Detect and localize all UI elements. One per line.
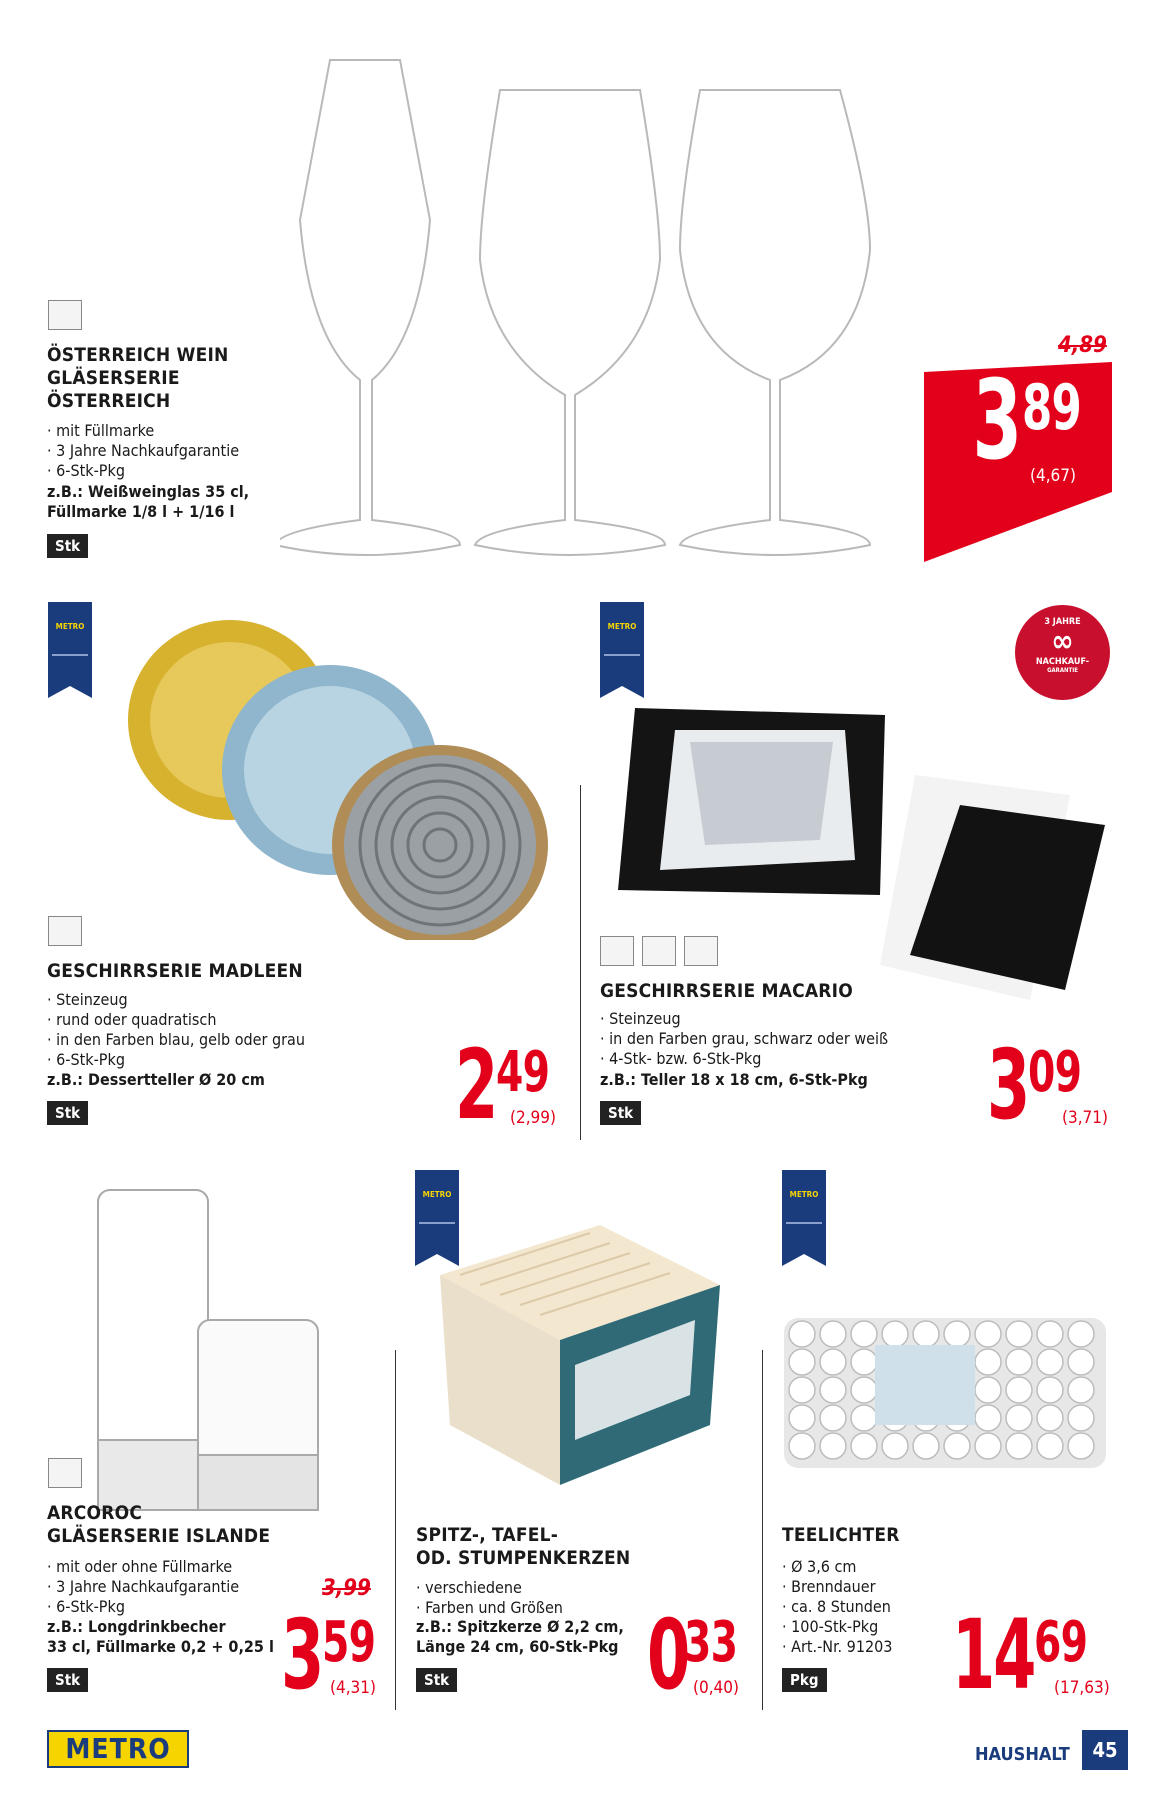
divider <box>395 1350 396 1710</box>
product-title <box>47 344 347 413</box>
price-euro: 14 <box>951 1599 1034 1711</box>
tealight <box>851 1433 877 1459</box>
tealight <box>851 1377 877 1403</box>
unit-label <box>47 1101 88 1125</box>
price-cent-wrap <box>1034 1610 1102 1675</box>
metro-tag-text: METRO <box>607 622 637 631</box>
guarantee-line: 3 JAHRE <box>1044 617 1081 627</box>
metro-tag-text: METRO <box>55 622 85 631</box>
guarantee-badge <box>1015 605 1110 700</box>
tealight <box>1068 1321 1094 1347</box>
price-cent: 09 <box>1028 1040 1082 1105</box>
price-euro-wrap <box>900 1599 1034 1711</box>
price-euro: 3 <box>986 1029 1028 1141</box>
madleen-plates-image <box>120 610 570 940</box>
tealight <box>789 1321 815 1347</box>
tealight <box>820 1377 846 1403</box>
tealight <box>1006 1321 1032 1347</box>
feature-item: · Farben und Größen <box>416 1598 716 1618</box>
product-title <box>47 1502 347 1548</box>
guarantee-line: NACHKAUF- <box>1035 657 1090 667</box>
price-euro-wrap <box>622 1599 688 1711</box>
tealight <box>882 1433 908 1459</box>
tealight <box>1037 1377 1063 1403</box>
example-line: 33 cl, Füllmarke 0,2 + 0,25 l <box>47 1637 274 1656</box>
metro-professional-tag <box>782 1170 826 1254</box>
tealight <box>913 1321 939 1347</box>
tealight <box>975 1433 1001 1459</box>
arcoroc-glasses-image <box>90 1180 330 1520</box>
price-euro: 3 <box>972 356 1020 484</box>
feature-item: · in den Farben blau, gelb oder grau <box>47 1030 447 1050</box>
tealight <box>975 1349 1001 1375</box>
tealight <box>820 1349 846 1375</box>
title-line: TEELICHTER <box>782 1524 900 1546</box>
tealight <box>975 1321 1001 1347</box>
feature-item: · 6-Stk-Pkg <box>47 461 347 481</box>
feature-item: · mit oder ohne Füllmarke <box>47 1557 347 1577</box>
tealight <box>1068 1349 1094 1375</box>
example-line: z.B.: Weißweinglas 35 cl, <box>47 482 250 501</box>
unit-label <box>47 1668 88 1692</box>
title-line: GLÄSERSERIE <box>47 367 180 389</box>
title-line: ARCOROC <box>47 1502 143 1524</box>
tealight <box>789 1433 815 1459</box>
feature-item: · 4-Stk- bzw. 6-Stk-Pkg <box>600 1049 1020 1069</box>
title-line: GESCHIRRSERIE MADLEEN <box>47 960 303 982</box>
tealight <box>1006 1405 1032 1431</box>
feature-item: · rund oder quadratisch <box>47 1010 447 1030</box>
title-line: GESCHIRRSERIE MACARIO <box>600 980 853 1002</box>
price-cent: 33 <box>684 1610 738 1675</box>
unit-label <box>416 1668 457 1692</box>
tealight <box>820 1405 846 1431</box>
feature-item: · 6-Stk-Pkg <box>47 1597 347 1617</box>
product-features <box>47 990 447 1070</box>
tealight <box>1068 1405 1094 1431</box>
price-cent-wrap <box>322 1610 390 1675</box>
price-euro-wrap <box>940 356 1020 484</box>
product-title <box>600 980 1020 1003</box>
feature-item: · ca. 8 Stunden <box>782 1597 1002 1617</box>
title-line: GLÄSERSERIE ISLANDE <box>47 1525 271 1547</box>
unit-label <box>47 534 88 558</box>
care-icons <box>600 936 718 966</box>
title-line: OD. STUMPENKERZEN <box>416 1547 631 1569</box>
metro-professional-tag <box>48 602 92 686</box>
tealight <box>789 1349 815 1375</box>
price-euro: 2 <box>454 1029 496 1141</box>
feature-item: · Art.-Nr. 91203 <box>782 1637 1002 1657</box>
tealight <box>1037 1433 1063 1459</box>
metro-logo-text: METRO <box>65 1732 171 1765</box>
price-gross: (3,71) <box>1062 1108 1108 1128</box>
metro-tag-text: METRO <box>422 1190 452 1199</box>
product-features <box>47 421 347 481</box>
unit-text: Stk <box>416 1668 457 1692</box>
tealight <box>820 1321 846 1347</box>
tealight <box>1006 1349 1032 1375</box>
price-gross: (0,40) <box>693 1678 739 1698</box>
price-gross: (17,63) <box>1054 1678 1110 1698</box>
tealight <box>1006 1377 1032 1403</box>
price-euro: 3 <box>280 1599 322 1711</box>
microwave-icon <box>600 936 634 966</box>
tealight <box>975 1405 1001 1431</box>
old-price: 3,99 <box>322 1576 371 1601</box>
tealight <box>789 1405 815 1431</box>
metro-tag-text: METRO <box>789 1190 819 1199</box>
tealight <box>1037 1349 1063 1375</box>
divider <box>762 1350 763 1710</box>
feature-item: · Ø 3,6 cm <box>782 1557 1002 1577</box>
candles-box-image <box>440 1225 720 1490</box>
tealight <box>1006 1433 1032 1459</box>
price-cent-wrap <box>684 1610 752 1675</box>
price-gross: (4,67) <box>1030 466 1076 486</box>
tealights-pack-image <box>780 1310 1110 1480</box>
title-line: ÖSTERREICH WEIN <box>47 344 229 366</box>
infinity-icon: ∞ <box>1051 624 1074 659</box>
tealight <box>882 1321 908 1347</box>
feature-item: · in den Farben grau, schwarz oder weiß <box>600 1029 1020 1049</box>
product-example <box>600 1070 1020 1090</box>
product-title <box>782 1524 982 1547</box>
feature-item: · verschiedene <box>416 1578 716 1598</box>
price-cent-wrap <box>1028 1040 1096 1105</box>
product-title <box>47 960 447 983</box>
price-euro-wrap <box>256 1599 322 1711</box>
example-line: z.B.: Dessertteller Ø 20 cm <box>47 1070 265 1089</box>
example-line: z.B.: Longdrinkbecher <box>47 1617 226 1636</box>
dishwasher-safe-icon <box>48 1458 82 1488</box>
tealight <box>944 1433 970 1459</box>
oven-icon <box>684 936 718 966</box>
feature-item: · Brenndauer <box>782 1577 1002 1597</box>
product-features <box>600 1009 1020 1069</box>
example-line: Füllmarke 1/8 l + 1/16 l <box>47 502 235 521</box>
example-line: Länge 24 cm, 60-Stk-Pkg <box>416 1637 619 1656</box>
unit-label <box>782 1668 827 1692</box>
unit-text: Stk <box>600 1101 641 1125</box>
example-line: z.B.: Spitzkerze Ø 2,2 cm, <box>416 1617 624 1636</box>
price-cent: 69 <box>1034 1610 1088 1675</box>
tealight <box>789 1377 815 1403</box>
price-cent: 59 <box>322 1610 376 1675</box>
tealight <box>1037 1321 1063 1347</box>
tealight <box>851 1405 877 1431</box>
tealight <box>913 1433 939 1459</box>
title-line: SPITZ-, TAFEL- <box>416 1524 559 1546</box>
feature-item: · 3 Jahre Nachkaufgarantie <box>47 441 347 461</box>
unit-label <box>600 1101 641 1125</box>
unit-text: Stk <box>47 1668 88 1692</box>
guarantee-line: GARANTIE <box>1047 667 1078 674</box>
price-euro-wrap <box>962 1029 1028 1141</box>
unit-text: Stk <box>47 1101 88 1125</box>
metro-logo <box>47 1730 189 1768</box>
feature-item: · Steinzeug <box>600 1009 1020 1029</box>
section-label: HAUSHALT <box>975 1744 1070 1765</box>
feature-item: · mit Füllmarke <box>47 421 347 441</box>
feature-item: · 100-Stk-Pkg <box>782 1617 1002 1637</box>
page-number: 45 <box>1082 1730 1128 1770</box>
feature-item: · 3 Jahre Nachkaufgarantie <box>47 1577 347 1597</box>
price-cent: 89 <box>1022 371 1081 444</box>
product-title <box>416 1524 716 1570</box>
title-line: ÖSTERREICH <box>47 390 171 412</box>
tealight <box>851 1321 877 1347</box>
price-euro: 0 <box>646 1599 688 1711</box>
feature-item: · 6-Stk-Pkg <box>47 1050 447 1070</box>
divider <box>580 785 581 1140</box>
example-line: z.B.: Teller 18 x 18 cm, 6-Stk-Pkg <box>600 1070 868 1089</box>
old-price: 4,89 <box>1058 333 1107 358</box>
tealight <box>1068 1433 1094 1459</box>
unit-text: Stk <box>47 534 88 558</box>
price-cent-wrap <box>1022 371 1098 444</box>
tealight <box>1068 1377 1094 1403</box>
dishwasher-safe-icon <box>48 300 82 330</box>
price-gross: (4,31) <box>330 1678 376 1698</box>
tealight <box>944 1321 970 1347</box>
price-cent-wrap <box>496 1040 564 1105</box>
dishwasher-safe-icon <box>48 916 82 946</box>
product-example <box>47 482 367 522</box>
tealight <box>1037 1405 1063 1431</box>
metro-professional-tag <box>600 602 644 686</box>
price-euro-wrap <box>430 1029 496 1141</box>
unit-text: Pkg <box>782 1668 827 1692</box>
price-cent: 49 <box>496 1040 550 1105</box>
price-gross: (2,99) <box>510 1108 556 1128</box>
dishwasher-safe-icon <box>642 936 676 966</box>
product-example <box>47 1070 447 1090</box>
tealight <box>975 1377 1001 1403</box>
tealight <box>851 1349 877 1375</box>
tealight <box>820 1433 846 1459</box>
feature-item: · Steinzeug <box>47 990 447 1010</box>
